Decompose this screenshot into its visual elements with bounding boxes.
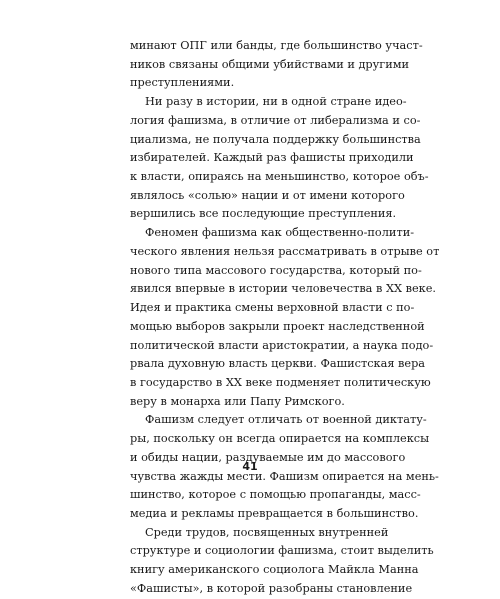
paragraph (130, 224, 440, 411)
text-line: минают ОПГ или банды, где большинство участ- (130, 39, 423, 52)
paragraph (130, 93, 429, 224)
text-line: веру в монарха или Папу Римского. (130, 394, 345, 408)
text-line: Среди трудов, посвященных внутренней (145, 525, 389, 539)
body-text (130, 37, 440, 599)
text-line: книгу американского социолога Майкла Манна (130, 563, 419, 577)
text-line: и обиды нации, раздуваемые им до массового (130, 450, 406, 464)
text-line: логия фашизма, в отличие от либерализма и со- (130, 113, 421, 127)
text-line: ры, поскольку он всегда опирается на комплексы (130, 432, 430, 446)
paragraph (130, 37, 423, 93)
text-line: рвала духовную власть церкви. Фашистская вера (130, 357, 426, 371)
text-line: избирателей. Каждый раз фашисты приходили (130, 151, 414, 165)
text-line: медиа и рекламы превращается в большинство. (130, 506, 419, 520)
text-line: являлось «солью» нации и от имени которого (130, 188, 405, 202)
text-line: мощью выборов закрыли проект наследственной (130, 319, 425, 333)
text-line: нового типа массового государства, который по- (130, 263, 422, 277)
text-line: к власти, опираясь на меньшинство, которое объ- (130, 170, 429, 184)
text-line: чувства жажды мести. Фашизм опирается на мень- (130, 469, 439, 483)
text-line: циализма, не получала поддержку большинства (130, 132, 421, 146)
paragraph (130, 524, 434, 599)
text-line: в государство в XX веке подменяет политическую (130, 375, 431, 389)
text-line: политической власти аристократии, а наука подо- (130, 338, 434, 352)
text-line: явился впервые в истории человечества в XX веке. (130, 282, 437, 296)
page-number: 41 (242, 460, 258, 473)
text-line: Идея и практика смены верховной власти с по- (130, 301, 415, 315)
text-line: вершились все последующие преступления. (130, 207, 397, 221)
text-line: ников связаны общими убийствами и другими (130, 57, 410, 71)
text-line: ческого явления нельзя рассматривать в отрыве от (130, 244, 440, 258)
text-line: преступлениями. (130, 76, 235, 90)
text-line: Фашизм следует отличать от военной диктату- (145, 413, 427, 427)
text-line: шинство, которое с помощью пропаганды, масс- (130, 488, 421, 502)
text-line: структуре и социологии фашизма, стоит выделить (130, 544, 434, 558)
text-line: «Фашисты», в которой разобраны становление (130, 581, 413, 595)
text-line: Ни разу в истории, ни в одной стране идео- (145, 95, 407, 109)
text-line: Феномен фашизма как общественно-полити- (145, 226, 415, 240)
